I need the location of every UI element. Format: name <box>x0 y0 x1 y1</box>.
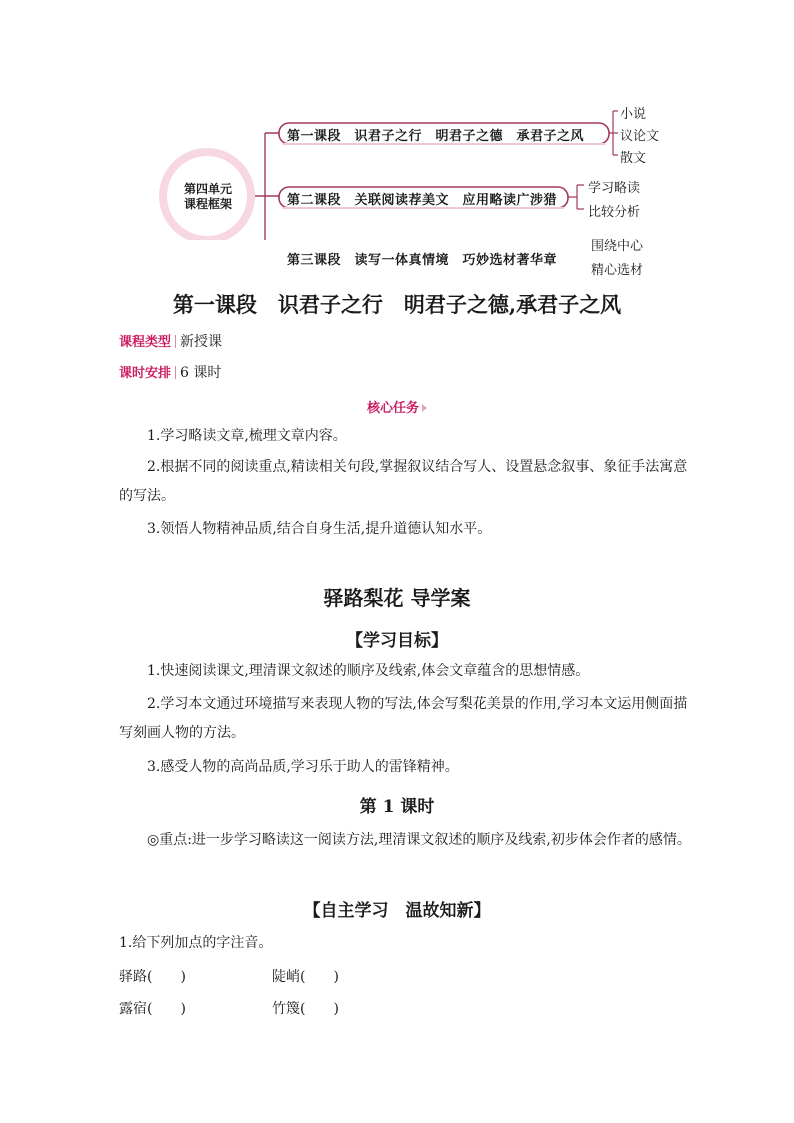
schedule-value: 6 课时 <box>180 365 222 381</box>
core-tasks-heading <box>0 397 794 416</box>
stage-2-bracket <box>568 185 584 209</box>
pinyin-blank: 驿路( ) <box>119 969 186 985</box>
leaf-item: 围绕中心 <box>591 239 644 254</box>
objective-item: 2.学习本文通过环境描写来表现人物的写法,体会写梨花美景的作用,学习本文运用侧面描写刻画人物的方法。 <box>119 696 688 741</box>
leaf-item: 小说 <box>620 107 647 122</box>
schedule-label: 课时安排 <box>119 366 172 381</box>
course-type-value: 新授课 <box>180 334 223 350</box>
core-tasks-title: 核心任务 <box>366 401 419 416</box>
leaf-item: 精心选材 <box>591 263 644 278</box>
framework-connector <box>255 133 280 240</box>
schedule-row <box>119 362 221 382</box>
pinyin-blank: 陡峭( ) <box>272 969 339 985</box>
question-1: 1.给下列加点的字注音。 <box>119 935 273 951</box>
self-study-title: 【自主学习 温故知新】 <box>303 901 491 921</box>
stage-1-bracket <box>609 111 618 155</box>
divider <box>175 335 176 348</box>
course-type-row <box>119 331 222 351</box>
leaf-item: 学习略读 <box>588 181 641 196</box>
focus-text: ◎重点:进一步学习略读这一阅读方法,理清课文叙述的顺序及线索,初步体会作者的感情。 <box>147 832 691 848</box>
core-task-item: 2.根据不同的阅读重点,精读相关句段,掌握叙议结合写人、设置悬念叙事、象征手法寓意的写法。 <box>119 459 688 504</box>
divider <box>175 366 176 379</box>
objective-item: 3.感受人物的高尚品质,学习乐于助人的雷锋精神。 <box>147 759 459 775</box>
leaf-item: 比较分析 <box>588 205 641 220</box>
leaf-item: 散文 <box>620 151 647 166</box>
center-line-2: 课程框架 <box>183 197 232 211</box>
pinyin-blank: 竹篾( ) <box>272 1001 339 1017</box>
framework-center-label <box>180 182 236 212</box>
stage-label-3: 第三课段 读写一体真情境 巧妙选材著华章 <box>287 253 558 268</box>
stage-label-1: 第一课段 识君子之行 明君子之德 承君子之风 <box>287 129 585 144</box>
lesson-title: 驿路梨花 导学案 <box>323 586 471 610</box>
objectives-title: 【学习目标】 <box>346 631 448 651</box>
objective-item: 1.快速阅读课文,理清课文叙述的顺序及线索,体会文章蕴含的思想情感。 <box>147 663 590 679</box>
course-type-label: 课程类型 <box>119 335 172 350</box>
period-title: 第 1 课时 <box>359 797 435 817</box>
section-title: 第一课段 识君子之行 明君子之德,承君子之风 <box>172 292 622 317</box>
center-line-1: 第四单元 <box>183 182 232 196</box>
triangle-icon <box>422 404 427 412</box>
leaf-item: 议论文 <box>620 129 660 144</box>
stage-label-2: 第二课段 关联阅读荐美文 应用略读广涉猎 <box>287 193 558 208</box>
core-task-item: 1.学习略读文章,梳理文章内容。 <box>147 428 347 444</box>
pinyin-blank: 露宿( ) <box>119 1001 186 1017</box>
core-task-item: 3.领悟人物精神品质,结合自身生活,提升道德认知水平。 <box>147 521 492 537</box>
